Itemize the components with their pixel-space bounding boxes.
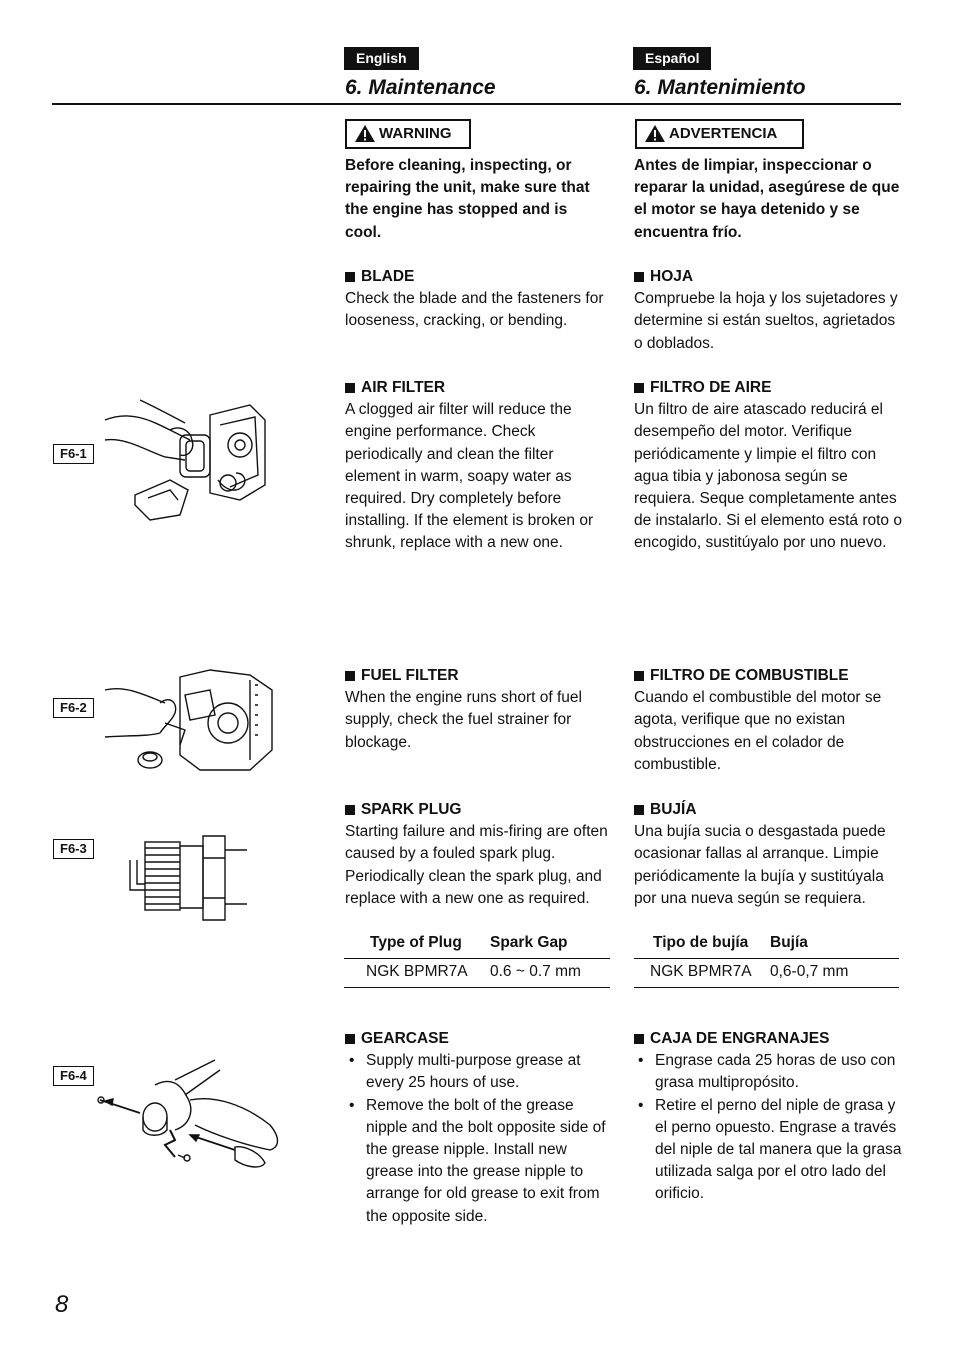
english-blade-section <box>345 266 607 333</box>
fuel-filter-heading: FUEL FILTER <box>361 667 459 684</box>
bujia-gap-value: 0,6-0,7 mm <box>770 963 849 980</box>
spark-gap-header: Spark Gap <box>490 934 568 951</box>
spanish-gearcase-section <box>634 1028 904 1206</box>
air-filter-heading: AIR FILTER <box>361 379 446 396</box>
filtro-de-aire-heading: FILTRO DE AIRE <box>650 379 772 396</box>
bullet-square-icon <box>345 671 355 681</box>
english-air-filter-section <box>345 377 611 555</box>
bullet-square-icon <box>634 272 644 282</box>
tipo-de-bujia-value: NGK BPMR7A <box>650 963 752 980</box>
english-warning-box <box>345 119 471 149</box>
hoja-body: Compruebe la hoja y los sujetadores y determine si están sueltos, agrietados o doblados. <box>634 290 898 352</box>
spanish-spark-plug-section <box>634 799 904 910</box>
bullet-square-icon <box>345 272 355 282</box>
spanish-air-filter-section <box>634 377 902 555</box>
gearcase-bullet: • Supply multi-purpose grease at every 25 hours of use. <box>345 1050 615 1094</box>
page-number: 8 <box>55 1291 69 1318</box>
bullet-square-icon <box>634 671 644 681</box>
header-rule <box>52 103 901 105</box>
bullet-square-icon <box>634 1034 644 1044</box>
caja-de-engranajes-bullet: • Retire el perno del niple de grasa y el perno opuesto. Engrase a través del niple de tal manera que la grasa utilizada salga por el otro lado del orificio. <box>634 1095 904 1206</box>
english-page-title: 6. Maintenance <box>345 76 496 99</box>
air-filter-body: A clogged air filter will reduce the engine performance. Check periodically and clean the filter element in warm, soapy water as required. Dry completely before installing. If the element is broken or shrunk, replace with a new one. <box>345 401 594 552</box>
fuel-filter-body: When the engine runs short of fuel supply, check the fuel strainer for blockage. <box>345 689 582 751</box>
english-plug-table <box>344 934 610 988</box>
figure-label-f6-4: F6-4 <box>53 1066 94 1086</box>
tipo-de-bujia-header: Tipo de bujía <box>653 934 749 951</box>
plug-type-value: NGK BPMR7A <box>366 963 468 980</box>
air-filter-illustration <box>100 395 275 525</box>
english-fuel-filter-section <box>345 665 607 754</box>
english-gearcase-section <box>345 1028 615 1228</box>
english-warning-label: WARNING <box>379 125 452 142</box>
bullet-square-icon <box>345 805 355 815</box>
bullet-square-icon <box>634 383 644 393</box>
bullet-square-icon <box>634 805 644 815</box>
caja-de-engranajes-heading: CAJA DE ENGRANAJES <box>650 1030 830 1047</box>
spark-gap-value: 0.6 ~ 0.7 mm <box>490 963 581 980</box>
figure-label-f6-1: F6-1 <box>53 444 94 464</box>
figure-label-f6-3: F6-3 <box>53 839 94 859</box>
spark-plug-illustration <box>125 828 250 928</box>
figure-label-f6-2: F6-2 <box>53 698 94 718</box>
blade-heading: BLADE <box>361 268 415 285</box>
spanish-warning-label: ADVERTENCIA <box>669 125 778 142</box>
blade-body: Check the blade and the fasteners for looseness, cracking, or bending. <box>345 290 604 330</box>
spanish-warning-box <box>635 119 804 149</box>
spark-plug-body: Starting failure and mis-firing are often caused by a fouled spark plug. Periodically clean the spark plug, and replace with a new one as required. <box>345 823 608 907</box>
spanish-blade-section <box>634 266 902 355</box>
gearcase-bullet: • Remove the bolt of the grease nipple and the bolt opposite side of the grease nipple. Install new grease into the grease nipple to arrange for old grease to exit from the opposite side. <box>345 1095 615 1228</box>
spanish-language-tag: Español <box>633 47 711 70</box>
hoja-heading: HOJA <box>650 268 694 285</box>
english-warning-text: Before cleaning, inspecting, or repairing the unit, make sure that the engine has stopped and is cool. <box>345 157 590 241</box>
bujia-heading: BUJÍA <box>650 801 697 818</box>
spanish-plug-table <box>634 934 899 988</box>
english-language-tag: English <box>344 47 419 70</box>
spanish-fuel-filter-section <box>634 665 902 776</box>
spark-plug-heading: SPARK PLUG <box>361 801 462 818</box>
bujia-gap-header: Bujía <box>770 934 808 951</box>
bujia-body: Una bujía sucia o desgastada puede ocasionar fallas al arranque. Limpie periódicamente la bujía y sustitúyala por una nueva según se requiera. <box>634 823 886 907</box>
fuel-filter-illustration <box>100 665 278 777</box>
english-spark-plug-section <box>345 799 611 910</box>
filtro-de-combustible-body: Cuando el combustible del motor se agota, verifique que no existan obstrucciones en el colador de combustible. <box>634 689 882 773</box>
bullet-square-icon <box>345 1034 355 1044</box>
filtro-de-aire-body: Un filtro de aire atascado reducirá el desempeño del motor. Verifique periódicamente y limpie el filtro con agua tibia y jabonosa según se requiera. Seque completamente antes de instalarlo. Si el elemento está roto o encogido, sustitúyalo por uno nuevo. <box>634 401 902 552</box>
gearcase-illustration <box>95 1055 285 1175</box>
warning-triangle-icon <box>355 125 375 142</box>
gearcase-heading: GEARCASE <box>361 1030 449 1047</box>
bullet-square-icon <box>345 383 355 393</box>
warning-triangle-icon <box>645 125 665 142</box>
filtro-de-combustible-heading: FILTRO DE COMBUSTIBLE <box>650 667 849 684</box>
caja-de-engranajes-bullet: • Engrase cada 25 horas de uso con grasa multipropósito. <box>634 1050 904 1094</box>
type-of-plug-header: Type of Plug <box>370 934 462 951</box>
spanish-warning-text: Antes de limpiar, inspeccionar o reparar la unidad, asegúrese de que el motor se haya detenido y se encuentra frío. <box>634 157 900 241</box>
spanish-page-title: 6. Mantenimiento <box>634 76 806 99</box>
